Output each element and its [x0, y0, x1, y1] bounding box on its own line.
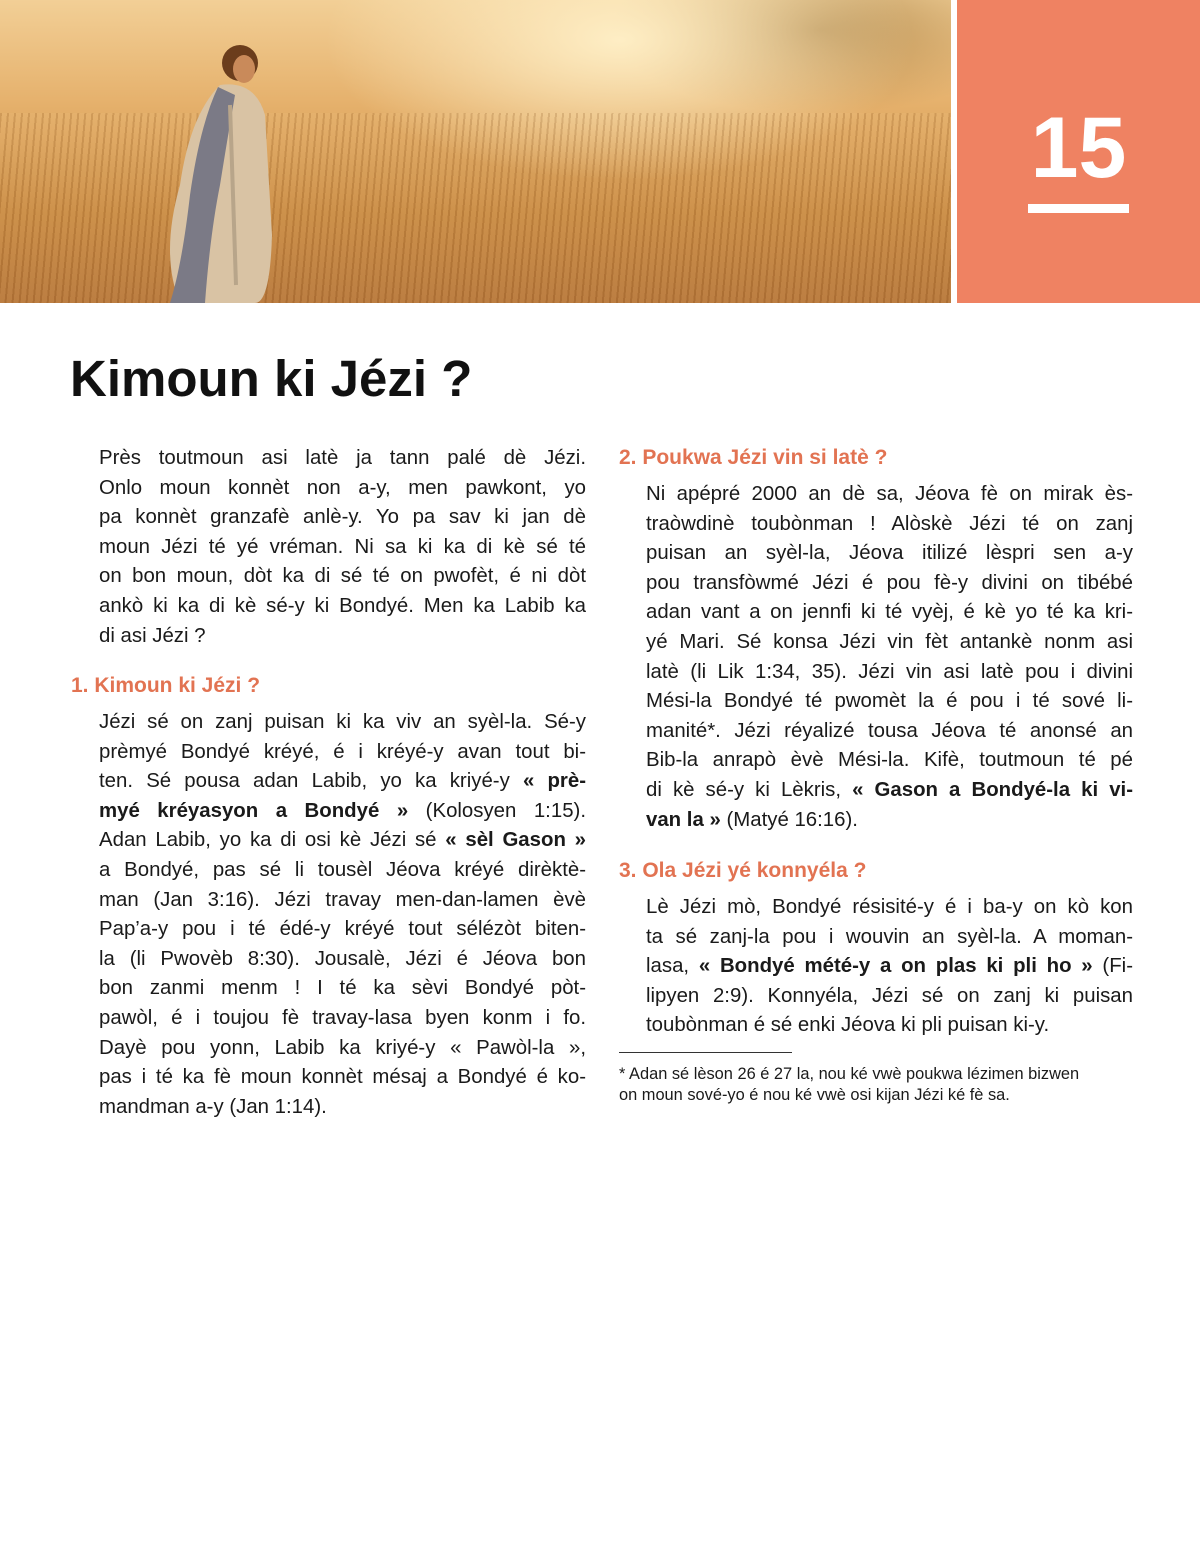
text-line: [646, 510, 1133, 540]
text-line: [99, 738, 586, 768]
text-line: [646, 952, 1133, 982]
text-segment: mandman a-y (Jan 1:14).: [99, 1095, 327, 1118]
text-line: [646, 923, 1133, 953]
text-segment: pou transfòwmé Jézi é pou fè-y divini on tibébé: [646, 571, 1133, 594]
text-segment: ten. Sé pousa adan Labib, yo ka kriyé-y: [99, 770, 523, 793]
field-grass: [0, 113, 951, 303]
text-line: [99, 503, 586, 533]
section-3-heading: 3. Ola Jézi yé konnyéla ?: [619, 859, 867, 882]
text-segment: on bon moun, dòt ka di sé té on pwofèt, é ni dòt: [99, 565, 586, 588]
section-2-paragraph: [646, 480, 1133, 835]
text-line: [99, 562, 586, 592]
bold-scripture-quote: « Gason a Bondyé-la ki vi-: [852, 778, 1133, 801]
text-line: [646, 539, 1133, 569]
page-title: Kimoun ki Jézi ?: [70, 350, 473, 407]
text-line: [99, 1093, 586, 1123]
text-segment: Dayè pou yonn, Labib ka kriyé-y « Pawòl-la »,: [99, 1036, 586, 1059]
text-segment: prèmyé Bondyé kréyé, é i kréyé-y avan tout bi-: [99, 740, 586, 763]
text-segment: traòwdinè toubònman ! Alòskè Jézi té on zanj: [646, 512, 1133, 535]
text-segment: pa konnèt granzafè anlè-y. Yo pa sav ki jan dè: [99, 506, 586, 529]
text-line: [646, 893, 1133, 923]
section-1-heading: 1. Kimoun ki Jézi ?: [71, 674, 261, 697]
text-segment: la (li Pwovèb 8:30). Jousalè, Jézi é Jéova bon: [99, 947, 586, 970]
text-segment: bon zanmi menm ! I té ka sèvi Bondyé pòt-: [99, 977, 586, 1000]
text-segment: moun Jézi té yé vréman. Ni sa ki ka di kè sé té: [99, 535, 586, 558]
text-segment: (Kolosyen 1:15).: [408, 799, 586, 822]
text-line: [646, 806, 1133, 836]
text-line: [99, 1004, 586, 1034]
text-line: [99, 915, 586, 945]
lesson-number-underline: [1028, 204, 1129, 213]
text-segment: Onlo moun konnèt non a-y, men pawkont, yo: [99, 476, 586, 499]
text-segment: Adan Labib, yo ka di osi kè Jézi sé: [99, 829, 446, 852]
text-segment: Mési-la Bondyé té pwomèt la é pou i té sové li-: [646, 690, 1133, 713]
bold-scripture-quote: « sèl Gason »: [445, 829, 586, 852]
text-line: [99, 533, 586, 563]
text-line: [646, 746, 1133, 776]
text-segment: adan vant a on jennfi ki té vyèj, é kè yo té ka kri-: [646, 601, 1133, 624]
section-1-paragraph: [99, 708, 586, 1122]
footnote-divider: [619, 1052, 792, 1053]
lesson-number-badge: [957, 0, 1200, 303]
text-line: [99, 767, 586, 797]
text-line: [646, 658, 1133, 688]
bold-scripture-quote: « Bondyé mété-y a on plas ki pli ho »: [698, 955, 1093, 978]
text-segment: ta sé zanj-la pou i wouvin an syèl-la. A moman-: [646, 925, 1133, 948]
text-segment: toubònman é sé enki Jéova ki pli puisan ki-y.: [646, 1014, 1050, 1037]
text-segment: Lè Jézi mò, Bondyé résisité-y é i ba-y on kò kon: [646, 896, 1133, 918]
text-line: [646, 569, 1133, 599]
text-line: [646, 598, 1133, 628]
text-segment: di asi Jézi ?: [99, 624, 206, 647]
text-line: [99, 945, 586, 975]
text-line: [99, 708, 586, 738]
text-segment: man (Jan 3:16). Jézi travay men-dan-lamen èvè: [99, 888, 586, 911]
text-line: [99, 856, 586, 886]
text-line: [99, 622, 586, 652]
text-line: [99, 1034, 586, 1064]
text-segment: latè (li Lik 1:34, 35). Jézi vin asi latè pou i divini: [646, 660, 1133, 683]
text-line: [99, 592, 586, 622]
text-segment: di kè sé-y ki Lèkris,: [646, 778, 853, 801]
text-segment: Ni apépré 2000 an dè sa, Jéova fè on mirak ès-: [646, 483, 1133, 505]
text-line: [99, 826, 586, 856]
text-line: [99, 974, 586, 1004]
lesson-number: 15: [1030, 100, 1127, 196]
text-line: [99, 1063, 586, 1093]
text-line: [99, 474, 586, 504]
text-segment: Jézi sé on zanj puisan ki ka viv an syèl-la. Sé-y: [99, 711, 586, 733]
intro-paragraph: [99, 444, 586, 651]
section-2-heading: 2. Poukwa Jézi vin si latè ?: [619, 446, 888, 469]
text-line: [646, 982, 1133, 1012]
text-segment: yé Mari. Sé konsa Jézi vin fèt antankè nonm asi: [646, 630, 1133, 653]
text-line: [646, 628, 1133, 658]
text-line: [646, 687, 1133, 717]
text-segment: Près toutmoun asi latè ja tann palé dè Jézi.: [99, 447, 586, 469]
bold-scripture-quote: van la »: [646, 808, 721, 831]
text-segment: Bib-la anrapò èvè Mési-la. Kifè, toutmoun té pé: [646, 749, 1133, 772]
text-segment: a Bondyé, pas sé li tousèl Jéova kréyé dirèktè-: [99, 858, 586, 881]
footnote-line: on moun sové-yo é nou ké vwè osi kijan Jézi ké fè sa.: [619, 1086, 1010, 1104]
bold-scripture-quote: myé kréyasyon a Bondyé »: [99, 799, 409, 822]
text-segment: pawòl, é i toujou fè travay-lasa byen konm i fo.: [99, 1006, 586, 1029]
footnote-line: * Adan sé lèson 26 é 27 la, nou ké vwè poukwa lézimen bizwen: [619, 1065, 1080, 1083]
text-line: [646, 480, 1133, 510]
text-segment: Pap’a-y pou i té édé-y kréyé tout sélézòt biten-: [99, 918, 586, 941]
text-segment: (Fi-: [1092, 955, 1133, 978]
text-segment: manité*. Jézi réyalizé tousa Jéova té anonsé an: [646, 719, 1133, 742]
text-line: [99, 444, 586, 474]
header-photo-jesus-in-field: [0, 0, 951, 303]
text-line: [99, 797, 586, 827]
text-line: [646, 1011, 1133, 1041]
text-segment: lipyen 2:9). Konnyéla, Jézi sé on zanj ki puisan: [646, 984, 1133, 1007]
bold-scripture-quote: « prè-: [522, 770, 586, 793]
text-line: [99, 886, 586, 916]
jesus-figure-illustration: [160, 35, 280, 303]
footnote: [619, 1064, 1139, 1106]
text-line: [646, 776, 1133, 806]
text-segment: (Matyé 16:16).: [720, 808, 858, 831]
text-segment: pas i té ka fè moun konnèt mésaj a Bondyé é ko-: [99, 1066, 586, 1089]
text-segment: ankò ki ka di kè sé-y ki Bondyé. Men ka Labib ka: [99, 594, 586, 617]
text-segment: lasa,: [646, 955, 699, 978]
text-line: [646, 717, 1133, 747]
text-segment: puisan an syèl-la, Jéova itilizé lèspri sen a-y: [646, 542, 1133, 565]
section-3-paragraph: [646, 893, 1133, 1041]
